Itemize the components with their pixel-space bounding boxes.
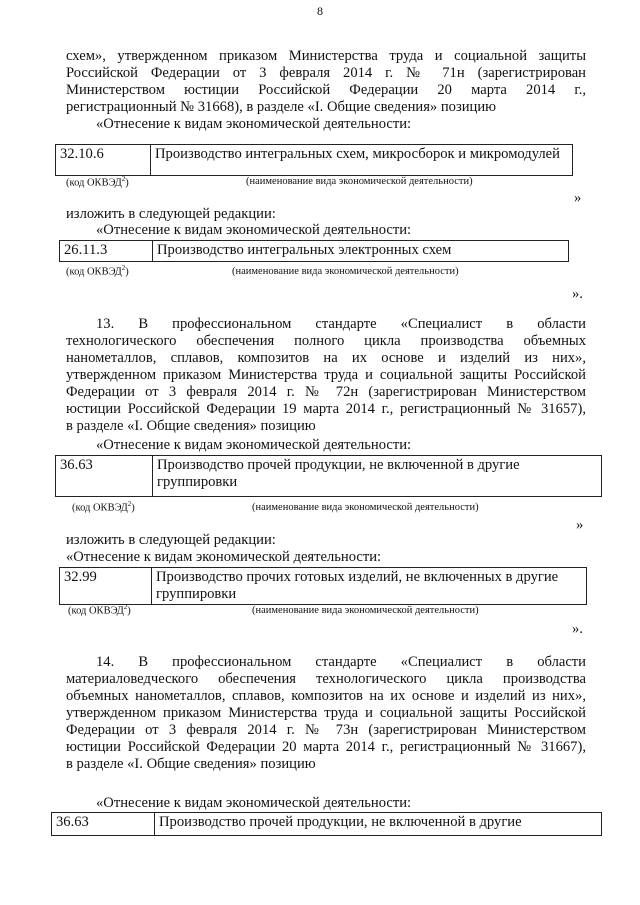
okved-code: 32.99 <box>60 568 152 604</box>
okved-code: 36.63 <box>52 813 155 835</box>
okved-table <box>55 144 573 176</box>
code-label: (код ОКВЭД$^2$) <box>66 264 129 278</box>
name-label: (наименование вида экономической деятельности) <box>246 176 473 187</box>
okved-code: 26.11.3 <box>60 241 153 261</box>
text-line: юстиции Российской Федерации 19 марта 2014 г., регистрационный № 31657), <box>66 401 586 417</box>
heading-line: «Отнесение к видам экономической деятельности: <box>96 795 412 811</box>
activity-name: Производство прочих готовых изделий, не включенных в другие группировки <box>156 569 559 602</box>
closing-quote: ». <box>572 286 583 302</box>
text-line: в разделе «I. Общие сведения» позицию <box>66 756 316 772</box>
page-number: 8 <box>317 4 323 18</box>
text-line: Федерации от 3 февраля 2014 г. № 73н (зарегистрирован Министерством <box>66 722 586 738</box>
name-label: (наименование вида экономической деятельности) <box>252 502 479 513</box>
closing-quote: » <box>576 517 584 533</box>
text-line: утвержденном приказом Министерства труда и социальной защиты Российской <box>66 367 586 383</box>
text-line: изложить в следующей редакции: <box>66 532 276 548</box>
text-line: 13. В профессиональном стандарте «Специалист в области <box>96 316 586 332</box>
text-line: Федерации от 3 февраля 2014 г. № 72н (зарегистрирован Министерством <box>66 384 586 400</box>
okved-table <box>51 812 602 836</box>
code-label: (код ОКВЭД$^2$) <box>68 603 131 617</box>
heading-line: «Отнесение к видам экономической деятельности: <box>66 549 382 565</box>
text-line: Министерством юстиции Российской Федерации 20 марта 2014 г., <box>66 82 586 98</box>
okved-table <box>59 240 569 262</box>
closing-quote: ». <box>572 621 583 637</box>
activity-name: Производство прочей продукции, не включенной в другие группировки <box>157 457 520 490</box>
code-label: (код ОКВЭД$^2$) <box>66 175 129 189</box>
text-line: утвержденном приказом Министерства труда и социальной защиты Российской <box>66 705 586 721</box>
text-line: регистрационный № 31668), в разделе «I. Общие сведения» позицию <box>66 99 497 115</box>
name-label: (наименование вида экономической деятельности) <box>252 605 479 616</box>
heading-line: «Отнесение к видам экономической деятельности: <box>96 437 412 453</box>
activity-name: Производство интегральных электронных схем <box>157 242 452 258</box>
text-line: в разделе «I. Общие сведения» позицию <box>66 418 316 434</box>
okved-code: 32.10.6 <box>56 145 151 175</box>
name-label: (наименование вида экономической деятельности) <box>232 266 459 277</box>
okved-table <box>59 567 587 605</box>
closing-quote: » <box>574 190 582 206</box>
text-line: Российской Федерации от 3 февраля 2014 г. № 71н (зарегистрирован <box>66 65 586 81</box>
heading-line: «Отнесение к видам экономической деятельности: <box>96 116 412 132</box>
text-line: схем», утвержденном приказом Министерства труда и социальной защиты <box>66 48 586 64</box>
okved-code: 36.63 <box>56 456 153 496</box>
okved-table <box>55 455 602 497</box>
text-line: нанометаллов, сплавов, композитов на их основе и изделий из них», <box>66 350 586 366</box>
text-line: материаловедческого обеспечения технологического цикла производства <box>66 671 586 687</box>
code-label: (код ОКВЭД$^2$) <box>72 500 135 514</box>
activity-name: Производство прочей продукции, не включенной в другие <box>159 814 522 830</box>
text-line: объемных нанометаллов, сплавов, композитов на их основе и изделий из них», <box>66 688 586 704</box>
heading-line: «Отнесение к видам экономической деятельности: <box>96 222 412 238</box>
activity-name: Производство интегральных схем, микросборок и микромодулей <box>155 146 560 162</box>
text-line: юстиции Российской Федерации 20 марта 2014 г., регистрационный № 31667), <box>66 739 586 755</box>
text-line: 14. В профессиональном стандарте «Специалист в области <box>96 654 586 670</box>
text-line: технологического обеспечения полного цикла производства объемных <box>66 333 586 349</box>
text-line: изложить в следующей редакции: <box>66 206 276 222</box>
